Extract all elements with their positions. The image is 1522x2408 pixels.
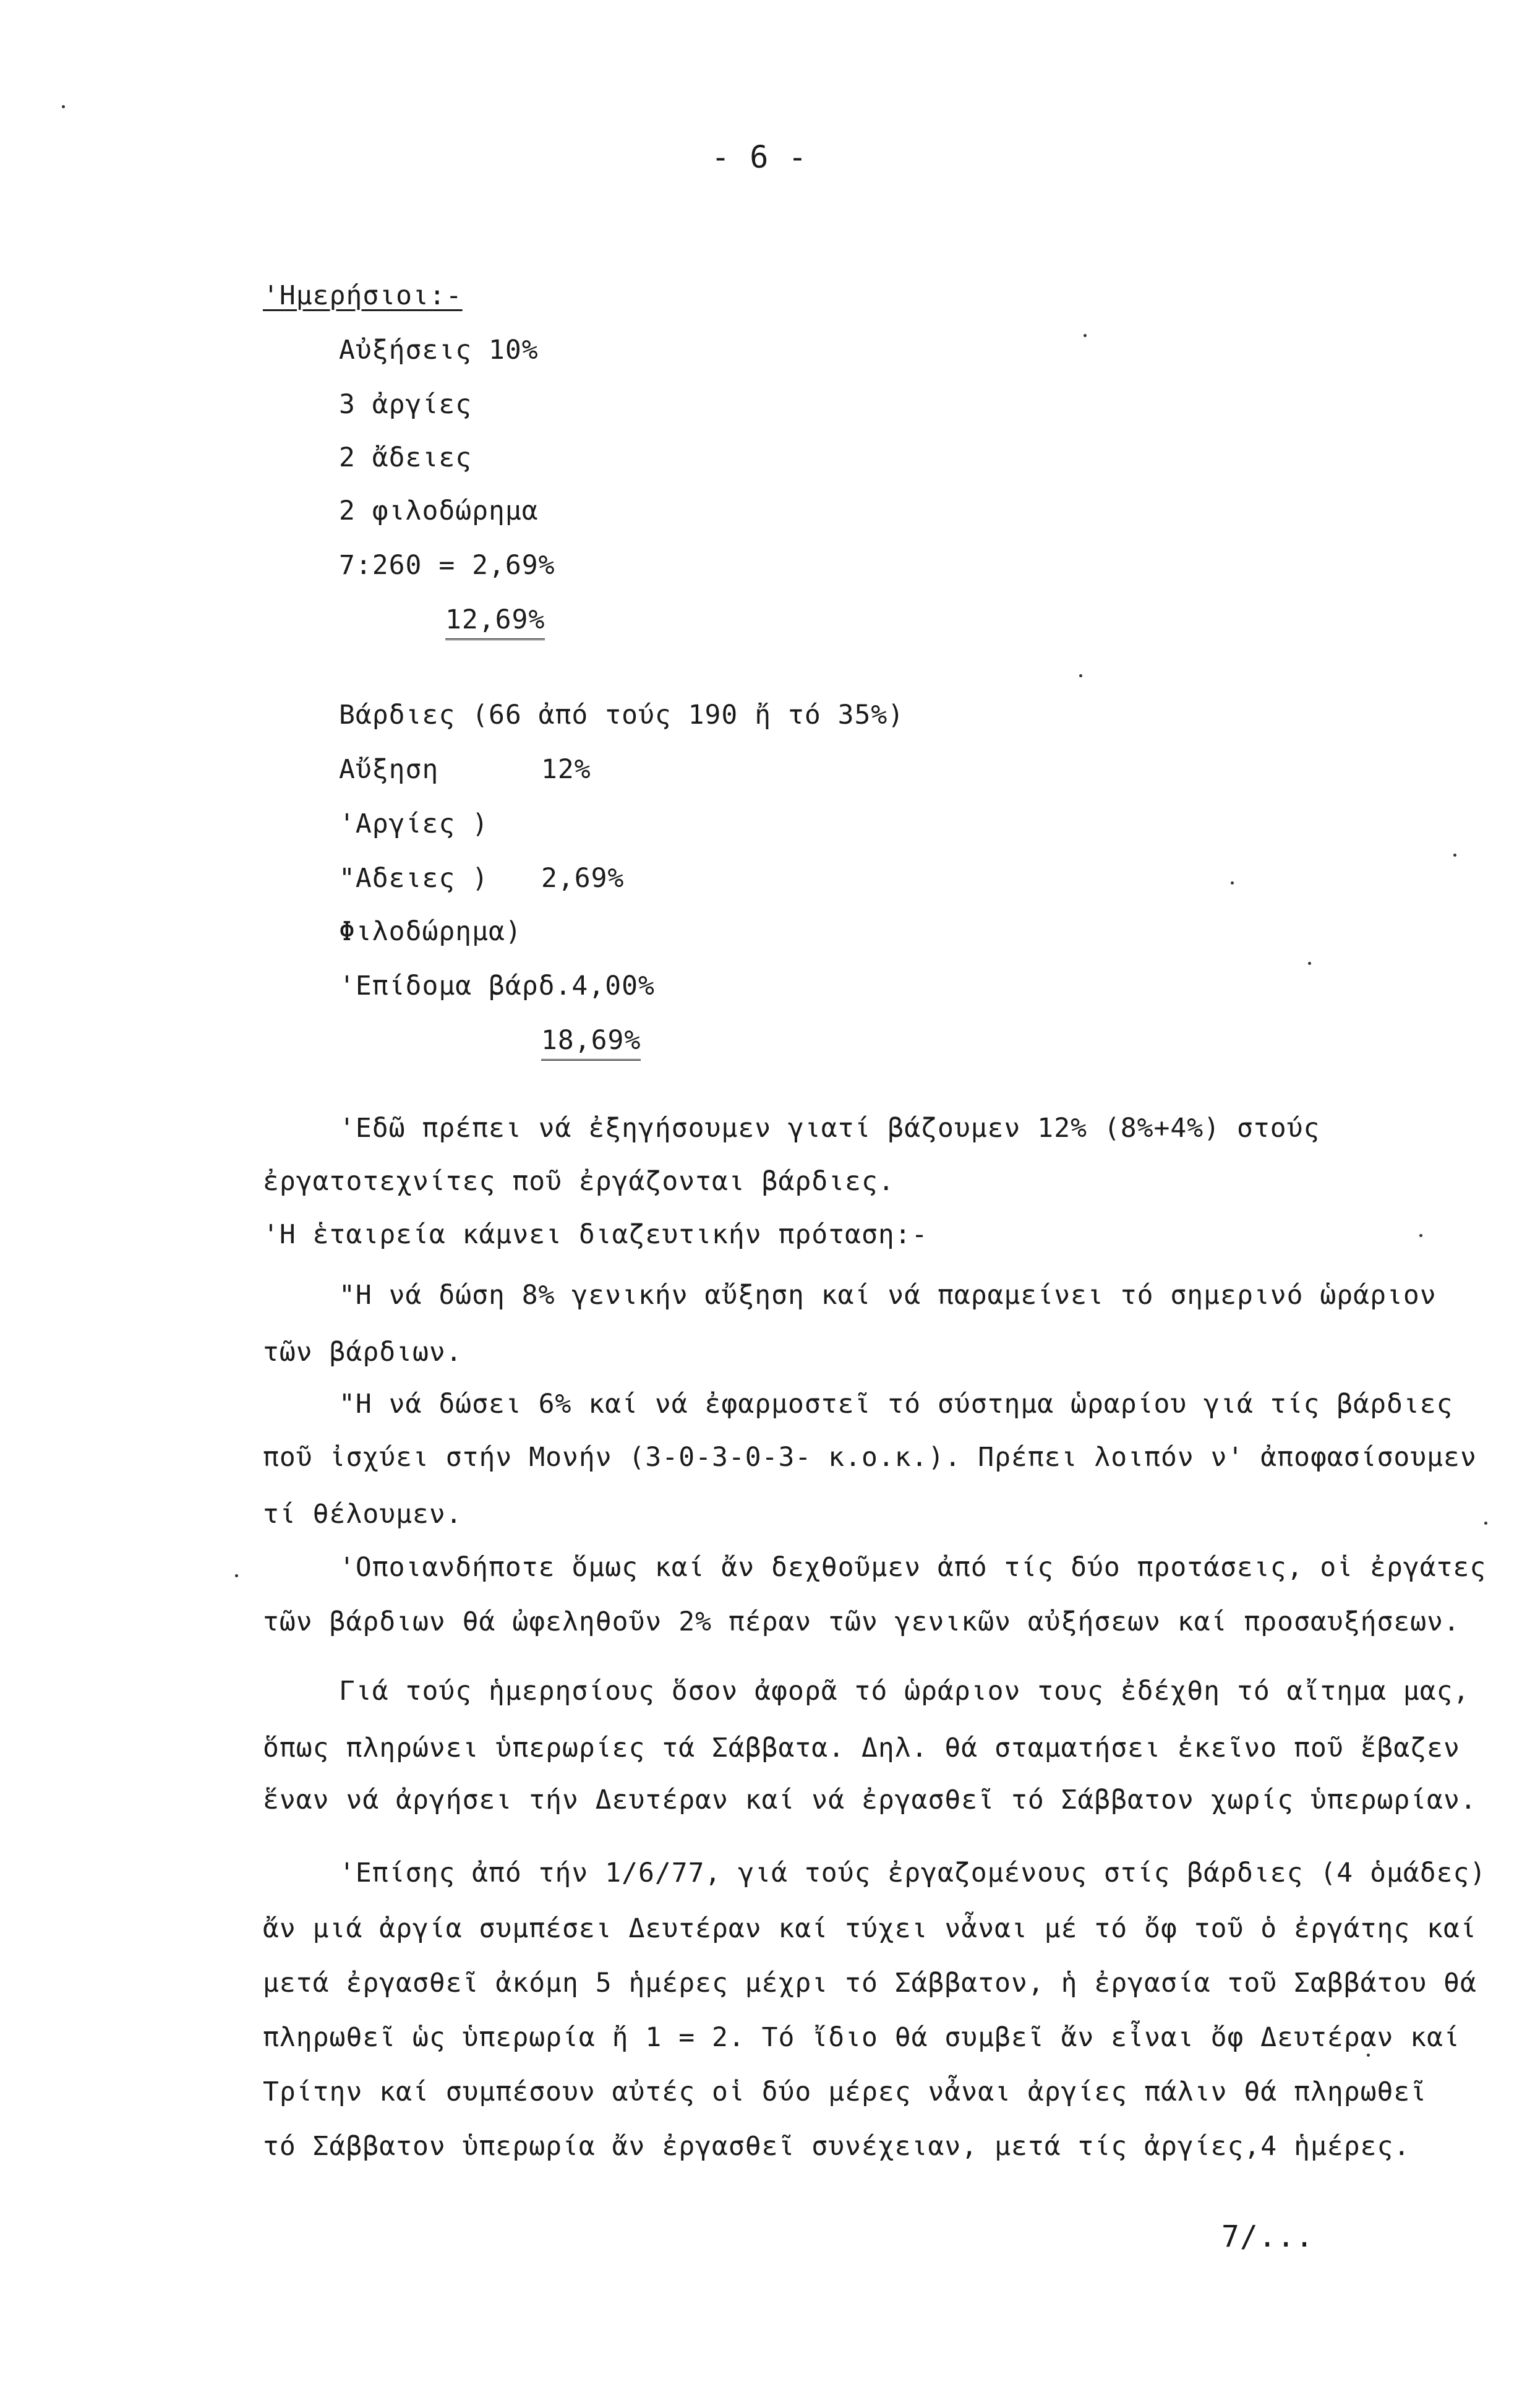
paragraph-line: 'Επίσης ἀπό τήν 1/6/77, γιά τούς ἐργαζομένους στίς βάρδιες (4 ὁμάδες): [339, 1857, 1487, 1888]
shifts-leave-value: 2,69%: [541, 863, 625, 894]
paragraph-line: τί θέλουμεν.: [263, 1499, 463, 1530]
paragraph-line: ἕναν νά ἀργήσει τήν Δευτέραν καί νά ἐργασθεῖ τό Σάββατον χωρίς ὑπερωρίαν.: [263, 1785, 1477, 1815]
paragraph-line: μετά ἐργασθεῖ ἀκόμη 5 ἡμέρες μέχρι τό Σάββατον, ἡ ἐργασία τοῦ Σαββάτου θά: [263, 1968, 1477, 1999]
daily-heading: 'Ημερήσιοι:-: [263, 280, 463, 311]
scan-speck: [1308, 962, 1311, 965]
shifts-holidays: 'Αργίες ): [339, 808, 489, 839]
paragraph-line: 'Εδῶ πρέπει νά ἐξηγήσουμεν γιατί βάζουμεν 12% (8%+4%) στούς: [339, 1113, 1320, 1144]
daily-calc: 7:260 = 2,69%: [339, 550, 555, 581]
shifts-allowance: 'Επίδομα βάρδ.4,00%: [339, 970, 655, 1001]
scan-speck: [235, 1574, 238, 1577]
paragraph-line: πληρωθεῖ ὡς ὑπερωρία ἤ 1 = 2. Τό ἴδιο θά συμβεῖ ἄν εἶναι ὄφ Δευτέραν καί: [263, 2022, 1460, 2053]
scan-speck: [1231, 881, 1234, 885]
daily-total: 12,69%: [445, 604, 545, 640]
daily-holidays: 3 ἀργίες: [339, 389, 472, 420]
scan-speck: [1453, 854, 1456, 857]
paragraph-line: τῶν βάρδιων θά ὠφεληθοῦν 2% πέραν τῶν γενικῶν αὐξήσεων καί προσαυξήσεων.: [263, 1606, 1460, 1637]
shifts-bonus: Φιλοδώρημα): [339, 916, 522, 947]
shifts-heading: Βάρδιες (66 ἀπό τούς 190 ἤ τό 35%): [339, 700, 905, 731]
paragraph-line: Γιά τούς ἡμερησίους ὅσον ἀφορᾶ τό ὡράριον τους ἐδέχθη τό αἴτημα μας,: [339, 1676, 1470, 1707]
scan-speck: [62, 105, 65, 108]
paragraph-line: Τρίτην καί συμπέσουν αὐτές οἱ δύο μέρες νἆναι ἀργίες πάλιν θά πληρωθεῖ: [263, 2076, 1427, 2107]
paragraph-line: 'Η ἑταιρεία κάμνει διαζευτικήν πρόταση:-: [263, 1219, 928, 1250]
continuation-marker: 7/...: [1221, 2219, 1314, 2254]
shifts-raise: Αὔξηση: [339, 754, 439, 785]
paragraph-line: ποῦ ἰσχύει στήν Μονήν (3-0-3-0-3- κ.ο.κ.). Πρέπει λοιπόν ν' ἀποφασίσουμεν: [263, 1442, 1477, 1473]
paragraph-line: ἐργατοτεχνίτες ποῦ ἐργάζονται βάρδιες.: [263, 1166, 895, 1197]
paragraph-line: "Η νά δώση 8% γενικήν αὔξηση καί νά παραμείνει τό σημερινό ὡράριον: [339, 1280, 1437, 1311]
daily-raises: Αὐξήσεις 10%: [339, 335, 539, 366]
paragraph-line: ἄν μιά ἀργία συμπέσει Δευτέραν καί τύχει νἆναι μέ τό ὄφ τοῦ ὁ ἐργάτης καί: [263, 1913, 1477, 1944]
scan-speck: [1084, 334, 1087, 337]
paragraph-line: τό Σάββατον ὑπερωρία ἄν ἐργασθεῖ συνέχειαν, μετά τίς ἀργίες,4 ἡμέρες.: [263, 2131, 1411, 2162]
scan-speck: [1079, 674, 1082, 677]
shifts-raise-value: 12%: [541, 754, 591, 785]
daily-bonus: 2 φιλοδώρημα: [339, 495, 539, 526]
paragraph-line: τῶν βάρδιων.: [263, 1337, 463, 1368]
scan-speck: [1367, 2054, 1370, 2057]
shifts-leave: "Αδειες ): [339, 863, 489, 894]
scan-speck: [1419, 1234, 1422, 1237]
paragraph-line: ὅπως πληρώνει ὑπερωρίες τά Σάββατα. Δηλ. θά σταματήσει ἐκεῖνο ποῦ ἔβαζεν: [263, 1733, 1460, 1763]
paragraph-line: "Η νά δώσει 6% καί νά ἐφαρμοστεῖ τό σύστημα ὡραρίου γιά τίς βάρδιες: [339, 1389, 1453, 1420]
page-number: - 6 -: [711, 139, 808, 175]
shifts-total: 18,69%: [541, 1024, 641, 1061]
daily-leave: 2 ἄδειες: [339, 442, 472, 473]
scan-speck: [1484, 1522, 1487, 1525]
paragraph-line: 'Οποιανδήποτε ὅμως καί ἄν δεχθοῦμεν ἀπό τίς δύο προτάσεις, οἱ ἐργάτες: [339, 1552, 1487, 1583]
